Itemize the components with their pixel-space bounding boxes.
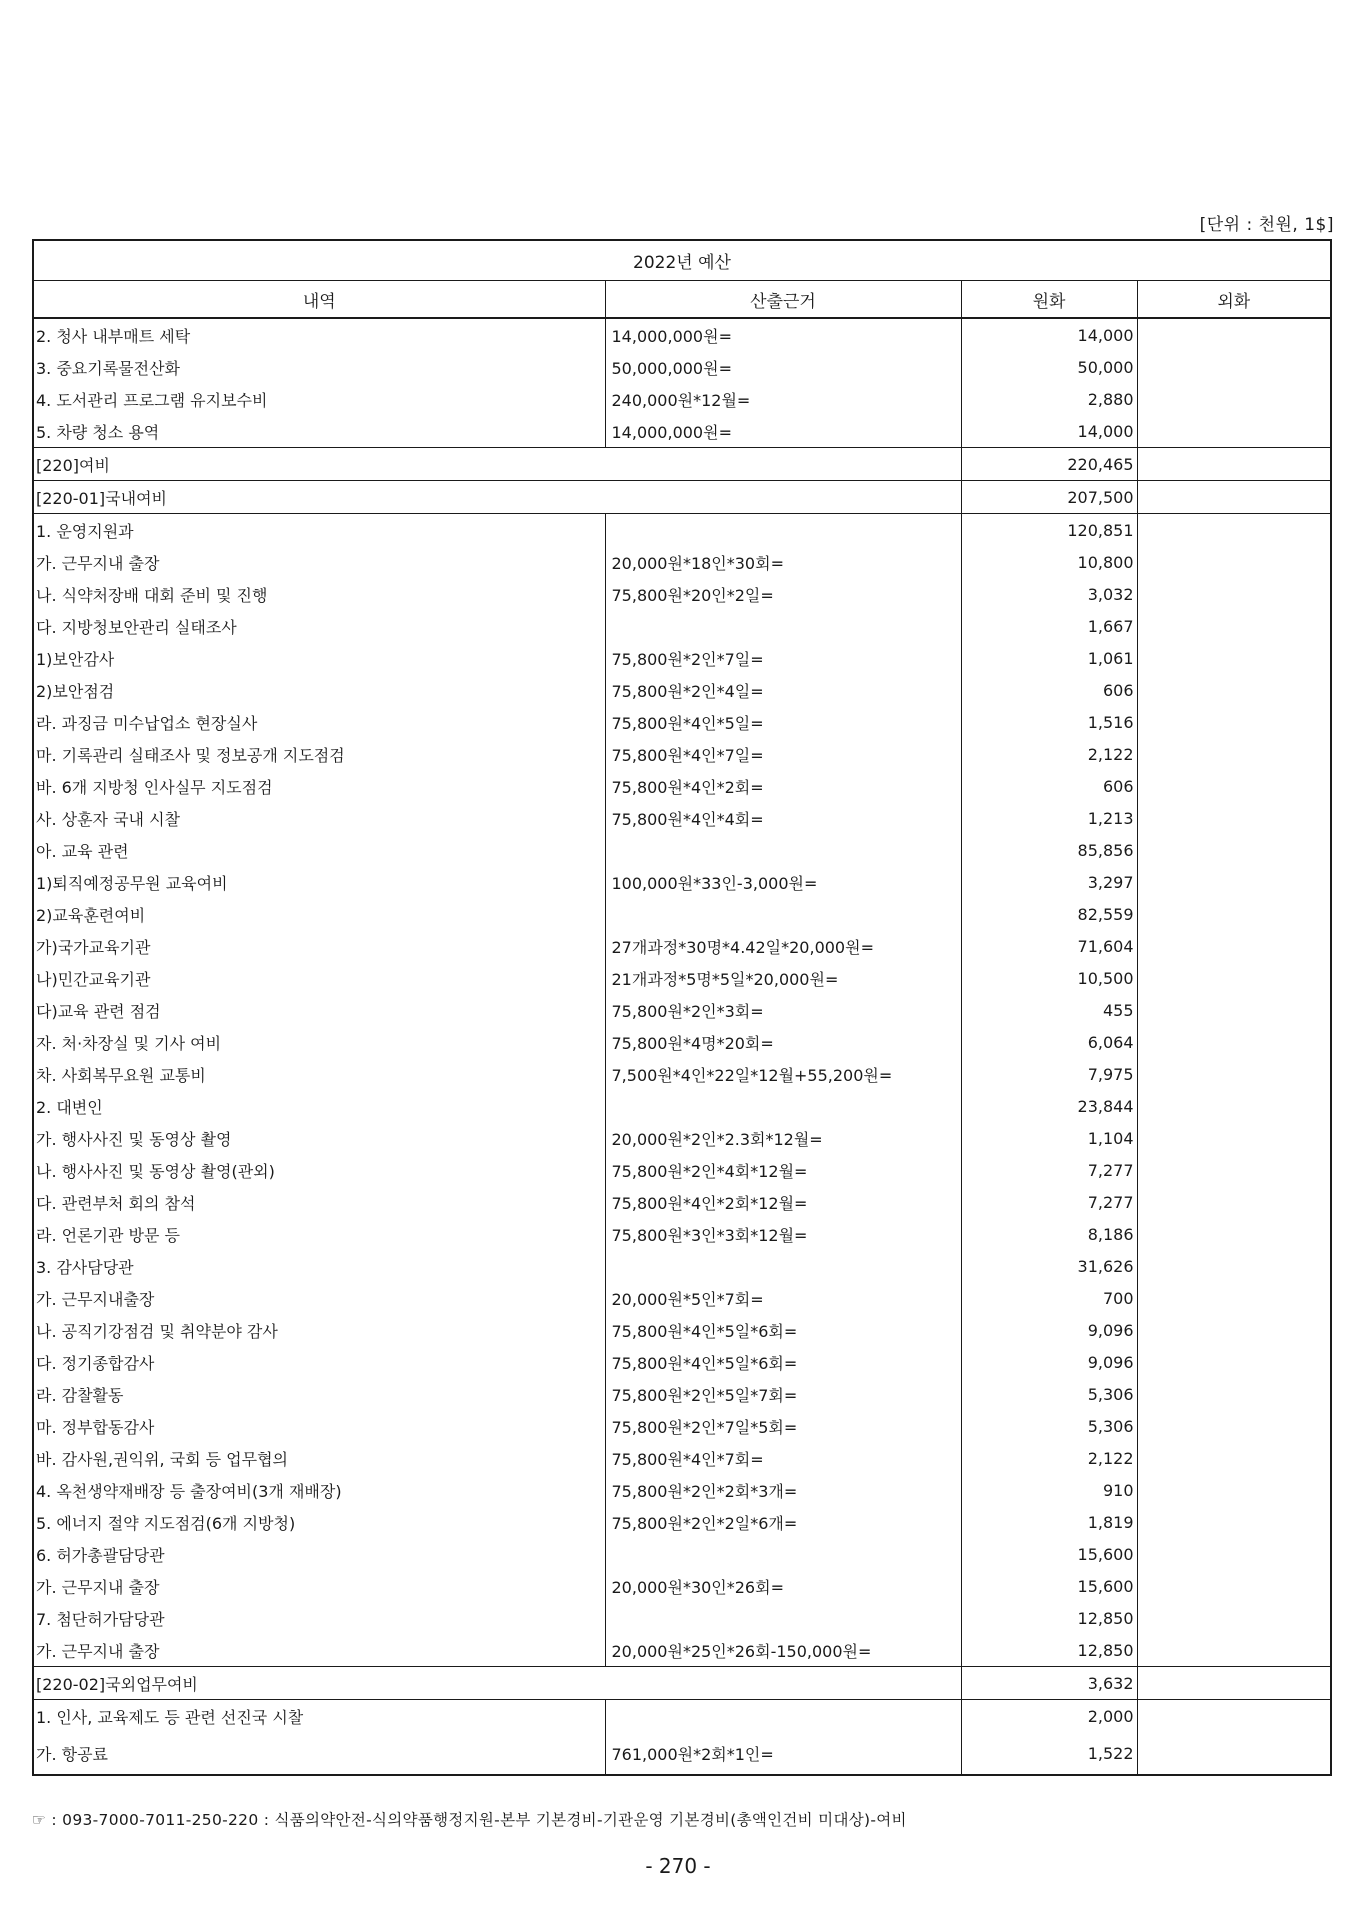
basis-cell: 20,000원*25인*26회-150,000원=: [605, 1634, 961, 1667]
foreign-cell: [1137, 962, 1331, 994]
basis-cell: 7,500원*4인*22일*12월+55,200원=: [605, 1058, 961, 1090]
table-row: [33, 1346, 1331, 1378]
item-cell: 가. 행사사진 및 동영상 촬영: [33, 1122, 605, 1154]
foreign-cell: [1137, 994, 1331, 1026]
foreign-cell: [1137, 1506, 1331, 1538]
section-row: [33, 448, 1331, 481]
krw-cell: 2,122: [961, 738, 1137, 770]
krw-cell: 8,186: [961, 1218, 1137, 1250]
basis-cell: 21개과정*5명*5일*20,000원=: [605, 962, 961, 994]
table-row: [33, 962, 1331, 994]
item-cell: 가. 항공료: [33, 1732, 605, 1775]
item-cell: 6. 허가총괄담당관: [33, 1538, 605, 1570]
table-row: [33, 834, 1331, 866]
foreign-cell: [1137, 834, 1331, 866]
basis-cell: 75,800원*4명*20회=: [605, 1026, 961, 1058]
item-cell: 가. 근무지내 출장: [33, 1634, 605, 1667]
foreign-cell: [1137, 706, 1331, 738]
table-row: [33, 1732, 1331, 1775]
table-row: [33, 1282, 1331, 1314]
basis-cell: 75,800원*2인*3회=: [605, 994, 961, 1026]
foreign-cell: [1137, 546, 1331, 578]
krw-cell: 6,064: [961, 1026, 1137, 1058]
foreign-cell: [1137, 642, 1331, 674]
basis-cell: 20,000원*18인*30회=: [605, 546, 961, 578]
foreign-cell: [1137, 1250, 1331, 1282]
basis-cell: 75,800원*4인*4회=: [605, 802, 961, 834]
basis-cell: 75,800원*4인*5일*6회=: [605, 1346, 961, 1378]
table-row: [33, 1026, 1331, 1058]
krw-cell: 2,000: [961, 1700, 1137, 1733]
basis-cell: 27개과정*30명*4.42일*20,000원=: [605, 930, 961, 962]
table-row: [33, 642, 1331, 674]
item-cell: 다. 관련부처 회의 참석: [33, 1186, 605, 1218]
footnote: ☞ : 093-7000-7011-250-220 : 식품의약안전-식의약품행정지원-본부 기본경비-기관운영 기본경비(총액인건비 미대상)-여비: [32, 1811, 907, 1829]
item-cell: 5. 에너지 절약 지도점검(6개 지방청): [33, 1506, 605, 1538]
krw-cell: 50,000: [961, 351, 1137, 383]
krw-cell: 15,600: [961, 1538, 1137, 1570]
basis-cell: [605, 898, 961, 930]
krw-cell: 1,104: [961, 1122, 1137, 1154]
item-cell: 다. 지방청보안관리 실태조사: [33, 610, 605, 642]
krw-cell: 120,851: [961, 514, 1137, 547]
table-row: [33, 610, 1331, 642]
foreign-cell: [1137, 1154, 1331, 1186]
section-label: [220]여비: [33, 448, 961, 481]
foreign-cell: [1137, 578, 1331, 610]
table-body: [33, 318, 1331, 1775]
table-row: [33, 1218, 1331, 1250]
item-cell: 3. 중요기록물전산화: [33, 351, 605, 383]
basis-cell: 75,800원*4인*5일*6회=: [605, 1314, 961, 1346]
foreign-cell: [1137, 1122, 1331, 1154]
table-row: [33, 415, 1331, 448]
table-row: [33, 318, 1331, 351]
foreign-cell: [1137, 1602, 1331, 1634]
krw-cell: 1,819: [961, 1506, 1137, 1538]
basis-cell: 240,000원*12월=: [605, 383, 961, 415]
krw-cell: 606: [961, 674, 1137, 706]
item-cell: 2)교육훈련여비: [33, 898, 605, 930]
foreign-cell: [1137, 930, 1331, 962]
foreign-cell: [1137, 1442, 1331, 1474]
basis-cell: 14,000,000원=: [605, 415, 961, 448]
basis-cell: [605, 1538, 961, 1570]
header-krw: 원화: [961, 281, 1137, 319]
krw-cell: 10,800: [961, 546, 1137, 578]
foreign-cell: [1137, 383, 1331, 415]
krw-cell: 82,559: [961, 898, 1137, 930]
section-label: [220-01]국내여비: [33, 481, 961, 514]
foreign-cell: [1137, 1026, 1331, 1058]
basis-cell: 75,800원*4인*7회=: [605, 1442, 961, 1474]
header-foreign: 외화: [1137, 281, 1331, 319]
item-cell: 라. 감찰활동: [33, 1378, 605, 1410]
foreign-cell: [1137, 674, 1331, 706]
page-number: - 270 -: [645, 1854, 711, 1878]
item-cell: 2)보안점검: [33, 674, 605, 706]
krw-cell: 14,000: [961, 318, 1137, 351]
table-row: [33, 802, 1331, 834]
table-row: [33, 578, 1331, 610]
table-row: [33, 930, 1331, 962]
foreign-cell: [1137, 802, 1331, 834]
basis-cell: 20,000원*5인*7회=: [605, 1282, 961, 1314]
krw-cell: 3,632: [961, 1667, 1137, 1700]
basis-cell: 75,800원*4인*5일=: [605, 706, 961, 738]
krw-cell: 220,465: [961, 448, 1137, 481]
basis-cell: 75,800원*2인*7일*5회=: [605, 1410, 961, 1442]
foreign-cell: [1137, 1218, 1331, 1250]
item-cell: 바. 감사원,권익위, 국회 등 업무협의: [33, 1442, 605, 1474]
basis-cell: [605, 610, 961, 642]
table-row: [33, 1602, 1331, 1634]
table-row: [33, 1378, 1331, 1410]
foreign-cell: [1137, 866, 1331, 898]
krw-cell: 9,096: [961, 1346, 1137, 1378]
foreign-cell: [1137, 351, 1331, 383]
item-cell: 다)교육 관련 점검: [33, 994, 605, 1026]
basis-cell: [605, 834, 961, 866]
foreign-cell: [1137, 514, 1331, 547]
foreign-cell: [1137, 1410, 1331, 1442]
krw-cell: 15,600: [961, 1570, 1137, 1602]
basis-cell: 75,800원*2인*4회*12월=: [605, 1154, 961, 1186]
krw-cell: 85,856: [961, 834, 1137, 866]
basis-cell: 14,000,000원=: [605, 318, 961, 351]
item-cell: 차. 사회복무요원 교통비: [33, 1058, 605, 1090]
item-cell: 자. 처·차장실 및 기사 여비: [33, 1026, 605, 1058]
krw-cell: 1,516: [961, 706, 1137, 738]
basis-cell: 75,800원*4인*7일=: [605, 738, 961, 770]
basis-cell: [605, 1090, 961, 1122]
item-cell: 1. 운영지원과: [33, 514, 605, 547]
foreign-cell: [1137, 481, 1331, 514]
item-cell: 가. 근무지내출장: [33, 1282, 605, 1314]
basis-cell: 75,800원*2인*2회*3개=: [605, 1474, 961, 1506]
basis-cell: 75,800원*3인*3회*12월=: [605, 1218, 961, 1250]
item-cell: 1)퇴직예정공무원 교육여비: [33, 866, 605, 898]
foreign-cell: [1137, 448, 1331, 481]
foreign-cell: [1137, 1186, 1331, 1218]
item-cell: 사. 상훈자 국내 시찰: [33, 802, 605, 834]
basis-cell: 75,800원*2인*2일*6개=: [605, 1506, 961, 1538]
krw-cell: 7,975: [961, 1058, 1137, 1090]
table-row: [33, 1122, 1331, 1154]
basis-cell: 20,000원*2인*2.3회*12월=: [605, 1122, 961, 1154]
item-cell: 5. 차량 청소 용역: [33, 415, 605, 448]
item-cell: 마. 정부합동감사: [33, 1410, 605, 1442]
table-row: [33, 1154, 1331, 1186]
table-row: [33, 546, 1331, 578]
table-row: [33, 706, 1331, 738]
item-cell: 2. 청사 내부매트 세탁: [33, 318, 605, 351]
krw-cell: 207,500: [961, 481, 1137, 514]
basis-cell: [605, 514, 961, 547]
krw-cell: 606: [961, 770, 1137, 802]
item-cell: 7. 첨단허가담당관: [33, 1602, 605, 1634]
krw-cell: 31,626: [961, 1250, 1137, 1282]
foreign-cell: [1137, 1058, 1331, 1090]
table-title: 2022년 예산: [33, 240, 1331, 281]
krw-cell: 9,096: [961, 1314, 1137, 1346]
krw-cell: 1,213: [961, 802, 1137, 834]
table-row: [33, 1058, 1331, 1090]
krw-cell: 7,277: [961, 1154, 1137, 1186]
table-row: [33, 1250, 1331, 1282]
table-row: [33, 351, 1331, 383]
basis-cell: 20,000원*30인*26회=: [605, 1570, 961, 1602]
krw-cell: 14,000: [961, 415, 1137, 448]
item-cell: 2. 대변인: [33, 1090, 605, 1122]
table-row: [33, 1090, 1331, 1122]
krw-cell: 910: [961, 1474, 1137, 1506]
item-cell: 라. 과징금 미수납업소 현장실사: [33, 706, 605, 738]
basis-cell: 75,800원*2인*5일*7회=: [605, 1378, 961, 1410]
table-row: [33, 994, 1331, 1026]
basis-cell: [605, 1602, 961, 1634]
section-row: [33, 481, 1331, 514]
krw-cell: 455: [961, 994, 1137, 1026]
krw-cell: 12,850: [961, 1602, 1137, 1634]
table-row: [33, 770, 1331, 802]
basis-cell: 761,000원*2회*1인=: [605, 1732, 961, 1775]
item-cell: 마. 기록관리 실태조사 및 정보공개 지도점검: [33, 738, 605, 770]
item-cell: 1. 인사, 교육제도 등 관련 선진국 시찰: [33, 1700, 605, 1733]
header-basis: 산출근거: [605, 281, 961, 319]
budget-table: [32, 239, 1332, 1776]
basis-cell: [605, 1700, 961, 1733]
foreign-cell: [1137, 1538, 1331, 1570]
krw-cell: 71,604: [961, 930, 1137, 962]
table-row: [33, 1186, 1331, 1218]
krw-cell: 1,522: [961, 1732, 1137, 1775]
basis-cell: [605, 1250, 961, 1282]
table-row: [33, 866, 1331, 898]
basis-cell: 100,000원*33인-3,000원=: [605, 866, 961, 898]
foreign-cell: [1137, 415, 1331, 448]
item-cell: 가)국가교육기관: [33, 930, 605, 962]
table-row: [33, 514, 1331, 547]
foreign-cell: [1137, 1634, 1331, 1667]
item-cell: 4. 옥천생약재배장 등 출장여비(3개 재배장): [33, 1474, 605, 1506]
basis-cell: 75,800원*20인*2일=: [605, 578, 961, 610]
foreign-cell: [1137, 898, 1331, 930]
item-cell: 가. 근무지내 출장: [33, 1570, 605, 1602]
krw-cell: 5,306: [961, 1410, 1137, 1442]
foreign-cell: [1137, 1378, 1331, 1410]
item-cell: 다. 정기종합감사: [33, 1346, 605, 1378]
item-cell: 라. 언론기관 방문 등: [33, 1218, 605, 1250]
foreign-cell: [1137, 1732, 1331, 1775]
table-row: [33, 1700, 1331, 1733]
foreign-cell: [1137, 1570, 1331, 1602]
foreign-cell: [1137, 1282, 1331, 1314]
basis-cell: 75,800원*4인*2회*12월=: [605, 1186, 961, 1218]
item-cell: 아. 교육 관련: [33, 834, 605, 866]
krw-cell: 2,122: [961, 1442, 1137, 1474]
krw-cell: 23,844: [961, 1090, 1137, 1122]
table-row: [33, 1474, 1331, 1506]
item-cell: 나. 식약처장배 대회 준비 및 진행: [33, 578, 605, 610]
krw-cell: 7,277: [961, 1186, 1137, 1218]
table-row: [33, 738, 1331, 770]
item-cell: 나)민간교육기관: [33, 962, 605, 994]
table-row: [33, 383, 1331, 415]
foreign-cell: [1137, 1667, 1331, 1700]
basis-cell: 50,000,000원=: [605, 351, 961, 383]
table-row: [33, 1538, 1331, 1570]
item-cell: 3. 감사담당관: [33, 1250, 605, 1282]
foreign-cell: [1137, 738, 1331, 770]
krw-cell: 10,500: [961, 962, 1137, 994]
foreign-cell: [1137, 1700, 1331, 1733]
foreign-cell: [1137, 1474, 1331, 1506]
unit-note: [단위 : 천원, 1$]: [1199, 215, 1334, 235]
krw-cell: 12,850: [961, 1634, 1137, 1667]
table-row: [33, 1442, 1331, 1474]
foreign-cell: [1137, 1090, 1331, 1122]
section-row: [33, 1667, 1331, 1700]
item-cell: 1)보안감사: [33, 642, 605, 674]
table-row: [33, 1410, 1331, 1442]
table-row: [33, 1634, 1331, 1667]
krw-cell: 2,880: [961, 383, 1137, 415]
foreign-cell: [1137, 770, 1331, 802]
table-row: [33, 674, 1331, 706]
krw-cell: 700: [961, 1282, 1137, 1314]
basis-cell: 75,800원*2인*7일=: [605, 642, 961, 674]
krw-cell: 1,667: [961, 610, 1137, 642]
table-row: [33, 898, 1331, 930]
table-row: [33, 1314, 1331, 1346]
basis-cell: 75,800원*4인*2회=: [605, 770, 961, 802]
section-label: [220-02]국외업무여비: [33, 1667, 961, 1700]
krw-cell: 5,306: [961, 1378, 1137, 1410]
krw-cell: 3,297: [961, 866, 1137, 898]
foreign-cell: [1137, 610, 1331, 642]
item-cell: 바. 6개 지방청 인사실무 지도점검: [33, 770, 605, 802]
item-cell: 4. 도서관리 프로그램 유지보수비: [33, 383, 605, 415]
foreign-cell: [1137, 1314, 1331, 1346]
item-cell: 나. 공직기강점검 및 취약분야 감사: [33, 1314, 605, 1346]
header-item: 내역: [33, 281, 605, 319]
foreign-cell: [1137, 1346, 1331, 1378]
krw-cell: 1,061: [961, 642, 1137, 674]
item-cell: 가. 근무지내 출장: [33, 546, 605, 578]
foreign-cell: [1137, 318, 1331, 351]
krw-cell: 3,032: [961, 578, 1137, 610]
item-cell: 나. 행사사진 및 동영상 촬영(관외): [33, 1154, 605, 1186]
table-row: [33, 1506, 1331, 1538]
table-row: [33, 1570, 1331, 1602]
basis-cell: 75,800원*2인*4일=: [605, 674, 961, 706]
